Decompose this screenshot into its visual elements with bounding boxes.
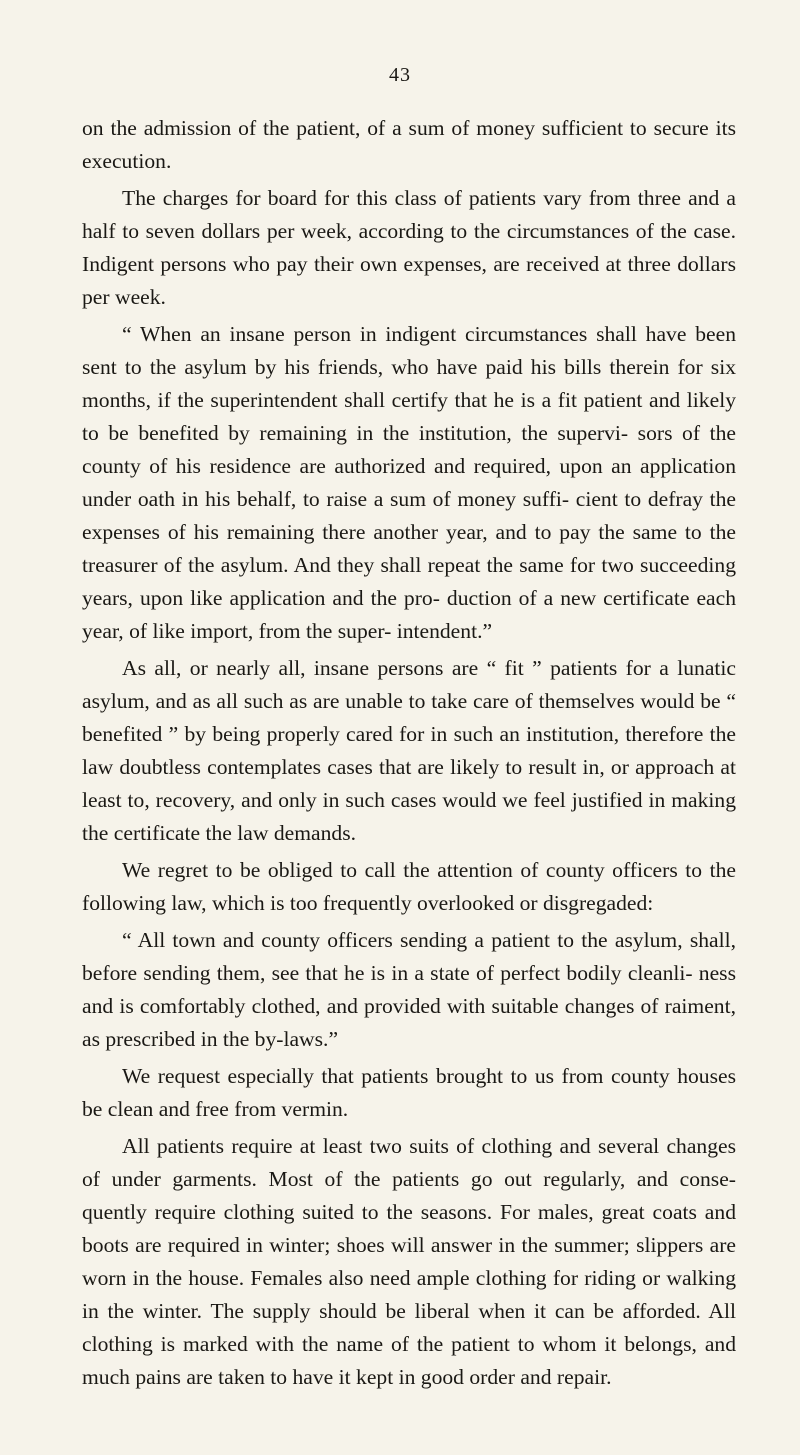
body-text (82, 112, 736, 1394)
paragraph-continued: on the admission of the patient, of a sum of money sufficient to secure its execution. (82, 116, 736, 173)
paragraph-fit-patients: As all, or nearly all, insane persons are “ fit ” patients for a lunatic asylum, and as all such as are unable to take care of themselves would be “ benefited ” by being properly cared for in such an institution, therefore the law doubtless contemplates cases that are likely to result in, or approach at least to, recovery, and only in such cases would we feel justified in making the certificate the law demands. (82, 656, 736, 845)
page-number: 43 (389, 64, 411, 86)
paragraph-law-quotation-indigent: “ When an insane person in indigent circumstances shall have been sent to the asylum by his friends, who have paid his bills therein for six months, if the superintendent shall certify that he is a fit patient and likely to be benefited by remaining in the institution, the supervi- sors of the county of his residence are authorized and required, upon an application under oath in his behalf, to raise a sum of money suffi- cient to defray the expenses of his remaining there another year, and to pay the same to the treasurer of the asylum. And they shall repeat the same for two succeeding years, upon like application and the pro- duction of a new certificate each year, of like import, from the super- intendent.” (82, 322, 736, 643)
paragraph-clothing: All patients require at least two suits of clothing and several changes of under garments. Most of the patients go out regularly, and conse- quently require clothing suited to the seasons. For males, great coats and boots are required in winter; shoes will answer in the summer; slippers are worn in the house. Females also need ample clothing for riding or walking in the winter. The supply should be liberal when it can be afforded. All clothing is marked with the name of the patient to whom it belongs, and much pains are taken to have it kept in good order and repair. (82, 1134, 736, 1389)
paragraph-vermin-request: We request especially that patients brought to us from county houses be clean and free from vermin. (82, 1064, 736, 1121)
paragraph-board-charges: The charges for board for this class of patients vary from three and a half to seven dollars per week, according to the circumstances of the case. Indigent persons who pay their own expenses, are received at three dollars per week. (82, 186, 736, 309)
paragraph-law-quotation-cleanliness: “ All town and county officers sending a patient to the asylum, shall, before sending them, see that he is in a state of perfect bodily cleanli- ness and is comfortably clothed, and provided with suitable changes of raiment, as prescribed in the by-laws.” (82, 928, 736, 1051)
paragraph-county-officers: We regret to be obliged to call the attention of county officers to the following law, which is too frequently overlooked or disgregaded: (82, 858, 736, 915)
